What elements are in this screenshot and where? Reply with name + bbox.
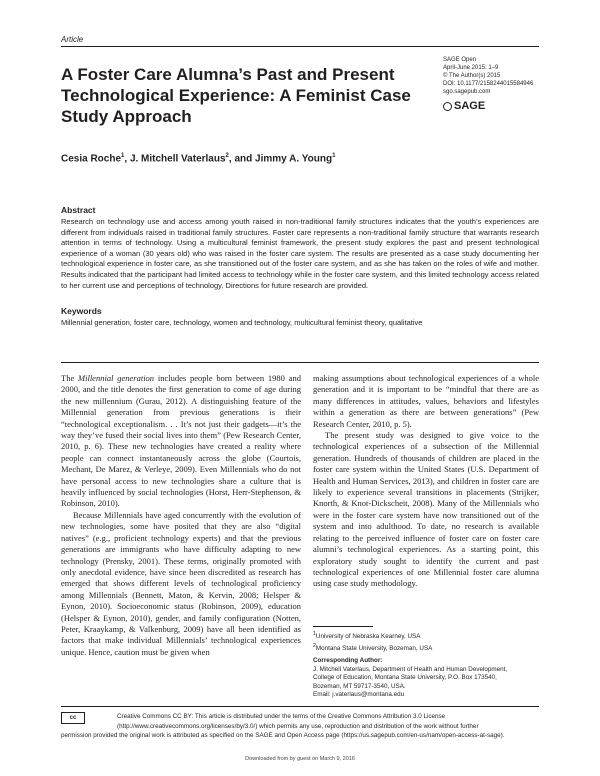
footnote-rule [313, 626, 373, 627]
journal-site[interactable]: sgo.sagepub.com [443, 89, 491, 95]
article-type-label: Article [61, 35, 84, 44]
author-3-affil: 1 [332, 153, 336, 159]
doi[interactable]: DOI: 10.1177/2158244015584946 [443, 81, 534, 87]
affiliation-2: Montana State University, Bozeman, USA [315, 644, 433, 652]
body-paragraph: The Millennial generation includes people born between 1980 and 2000, and the title denotes the first generation to come of age during the new millennium (Gurau, 2012). A distinguishing feature of the Millennial generation from previous generations is their “technological exceptionalism. . . It’s not just their gadgets—it’s the way they’ve fused their social lives into them” (Pew Research Center, 2010, p. 6). These new technologies have created a reality where people can connect instantaneously across the globe (Courtois, Mechant, De Marez, & Verleye, 2009). Even Millennials who do not have personal access to new technologies share a culture that is heavily influenced by social technologies (Horst, Herr-Stephenson, & Robinson, 2010). [61, 373, 301, 509]
author-1: Cesia Roche [61, 153, 122, 165]
body-paragraph: The present study was designed to give voice to the technological experiences of a subsection of the Millennial generation. Hundreds of thousands of children are placed in the foster care system within the United States (U.S. Department of Health and Human Services, 2013), and children in foster care are likely to experience several transitions in placements (Strijker, Knorth, & Knot-Dickscheit, 2008). Many of the Millennials who were in the foster care system have now transitioned out of the system and into adulthood. To date, no research is available relating to the perceived influence of foster care on foster care alumni’s technological experiences. As a starting point, this exploratory study sought to identify the current and past technological experiences of one Millennial foster care alumna using case study methodology. [313, 430, 539, 589]
body-column-right [313, 373, 539, 590]
author-list: Cesia Roche$^1$, J. Mitchell Vaterlaus$^2$, and Jimmy A. Young$^1$ [61, 153, 336, 165]
license-rule [61, 706, 539, 707]
keywords-heading: Keywords [61, 306, 102, 317]
author-2-affil: 2 [225, 153, 229, 159]
license-line[interactable]: permission provided the original work is attributed as specified on the SAGE and Open Access page (https://us.sagepub.com/en-us/nam/open-access-at-sage). [61, 732, 505, 739]
corresponding-line: J. Mitchell Vaterlaus, Department of Health and Human Development, [313, 665, 508, 673]
body-paragraph: Because Millennials have aged concurrently with the evolution of new technologies, some have posited that they are also “digital natives” (e.g., proficient technology experts) and that the previous generations are immigrants who have difficulty adapting to new technology (Prensky, 2001). These terms, originally promoted with only anecdotal evidence, have since been discredited as research has emerged that shows different levels of technological proficiency among Millennials (Bennett, Maton, & Kervin, 2008; Helsper & Eynon, 2010). Socioeconomic status (Robinson, 2009), education (Helsper & Eynon, 2010), gender, and family configuration (Notten, Peter, Kraaykamp, & Valkenburg, 2009) have all been identified as factors that make individual Millennials’ technological experiences unique. Hence, caution must be given when [61, 509, 301, 657]
journal-meta [443, 56, 543, 96]
license-line: Creative Commons CC BY: This article is distributed under the terms of the Creative Commons Attribution 3.0 License [117, 713, 446, 720]
affiliation-1: University of Nebraska Kearney, USA [315, 633, 421, 641]
copyright: © The Author(s) 2015 [443, 73, 501, 79]
abstract-heading: Abstract [61, 205, 96, 215]
corresponding-author [313, 657, 539, 700]
corresponding-heading: Corresponding Author: [313, 657, 383, 664]
author-1-affil: 1 [121, 153, 125, 159]
body-column-left [61, 373, 301, 658]
body-paragraph: making assumptions about technological experiences of a whole generation and it is important to be “mindful that there are as many differences in attitudes, values, behaviors and lifestyles within a generation as there are between generations” (Pew Research Center, 2010, p. 5). [313, 373, 539, 429]
journal-issue: April-June 2015: 1–9 [443, 65, 499, 71]
journal-name: SAGE Open [443, 57, 477, 63]
affiliations: $^1$University of Nebraska Kearney, USA $^2$Montana State University, Bozeman, USA [313, 631, 433, 652]
corresponding-line: College of Education, Montana State University, P.O. Box 173540, [313, 674, 497, 681]
download-footer: Downloaded from by guest on March 9, 2016 [245, 756, 355, 762]
header-rule [61, 46, 539, 47]
author-3: and Jimmy A. Young [234, 153, 333, 165]
sage-logo-icon [443, 102, 452, 111]
license-line[interactable]: (http://www.creativecommons.org/licenses/by/3.0/) which permits any use, reproduction and distribution of the work without further [117, 722, 479, 730]
abstract-text: Research on technology use and access among youth raised in non-traditional family structures indicates that the youth’s experiences are different from individuals raised in traditional family structures. Foster care represents a non-traditional family structure that warrants research attention in terms of technology. Using a multicultural feminist framework, the present study explores the past and present technological experience of a woman (30 years old) who was raised in the foster care system. The results are presented as a case study documenting her technological experience in foster care, as she transitioned out of the foster care system, and as she has taken on the roles of wife and mother. Results indicated that the participant had limited access to technology while in the foster care system, and this limited technology access related to her current use and perceptions of technology. Directions for future research are provided. [61, 217, 539, 290]
license-text [61, 712, 539, 741]
article-title: A Foster Care Alumna’s Past and Present Technological Experience: A Feminist Case Study Approach [61, 65, 411, 126]
corresponding-line: Bozeman, MT 59717-3540, USA. [313, 682, 406, 690]
corresponding-email[interactable]: Email: j.vaterlaus@montana.edu [313, 691, 405, 698]
author-2: J. Mitchell Vaterlaus [129, 153, 226, 165]
sage-logo-text: SAGE [454, 100, 486, 112]
keywords-text: Millennial generation, foster care, technology, women and technology, multicultural feminist theory, qualitative [61, 318, 423, 328]
abstract-rule [61, 362, 539, 363]
cc-license-icon: cc [61, 712, 85, 724]
emphasis-term: Millennial generation [78, 373, 155, 383]
sage-logo [443, 100, 485, 112]
